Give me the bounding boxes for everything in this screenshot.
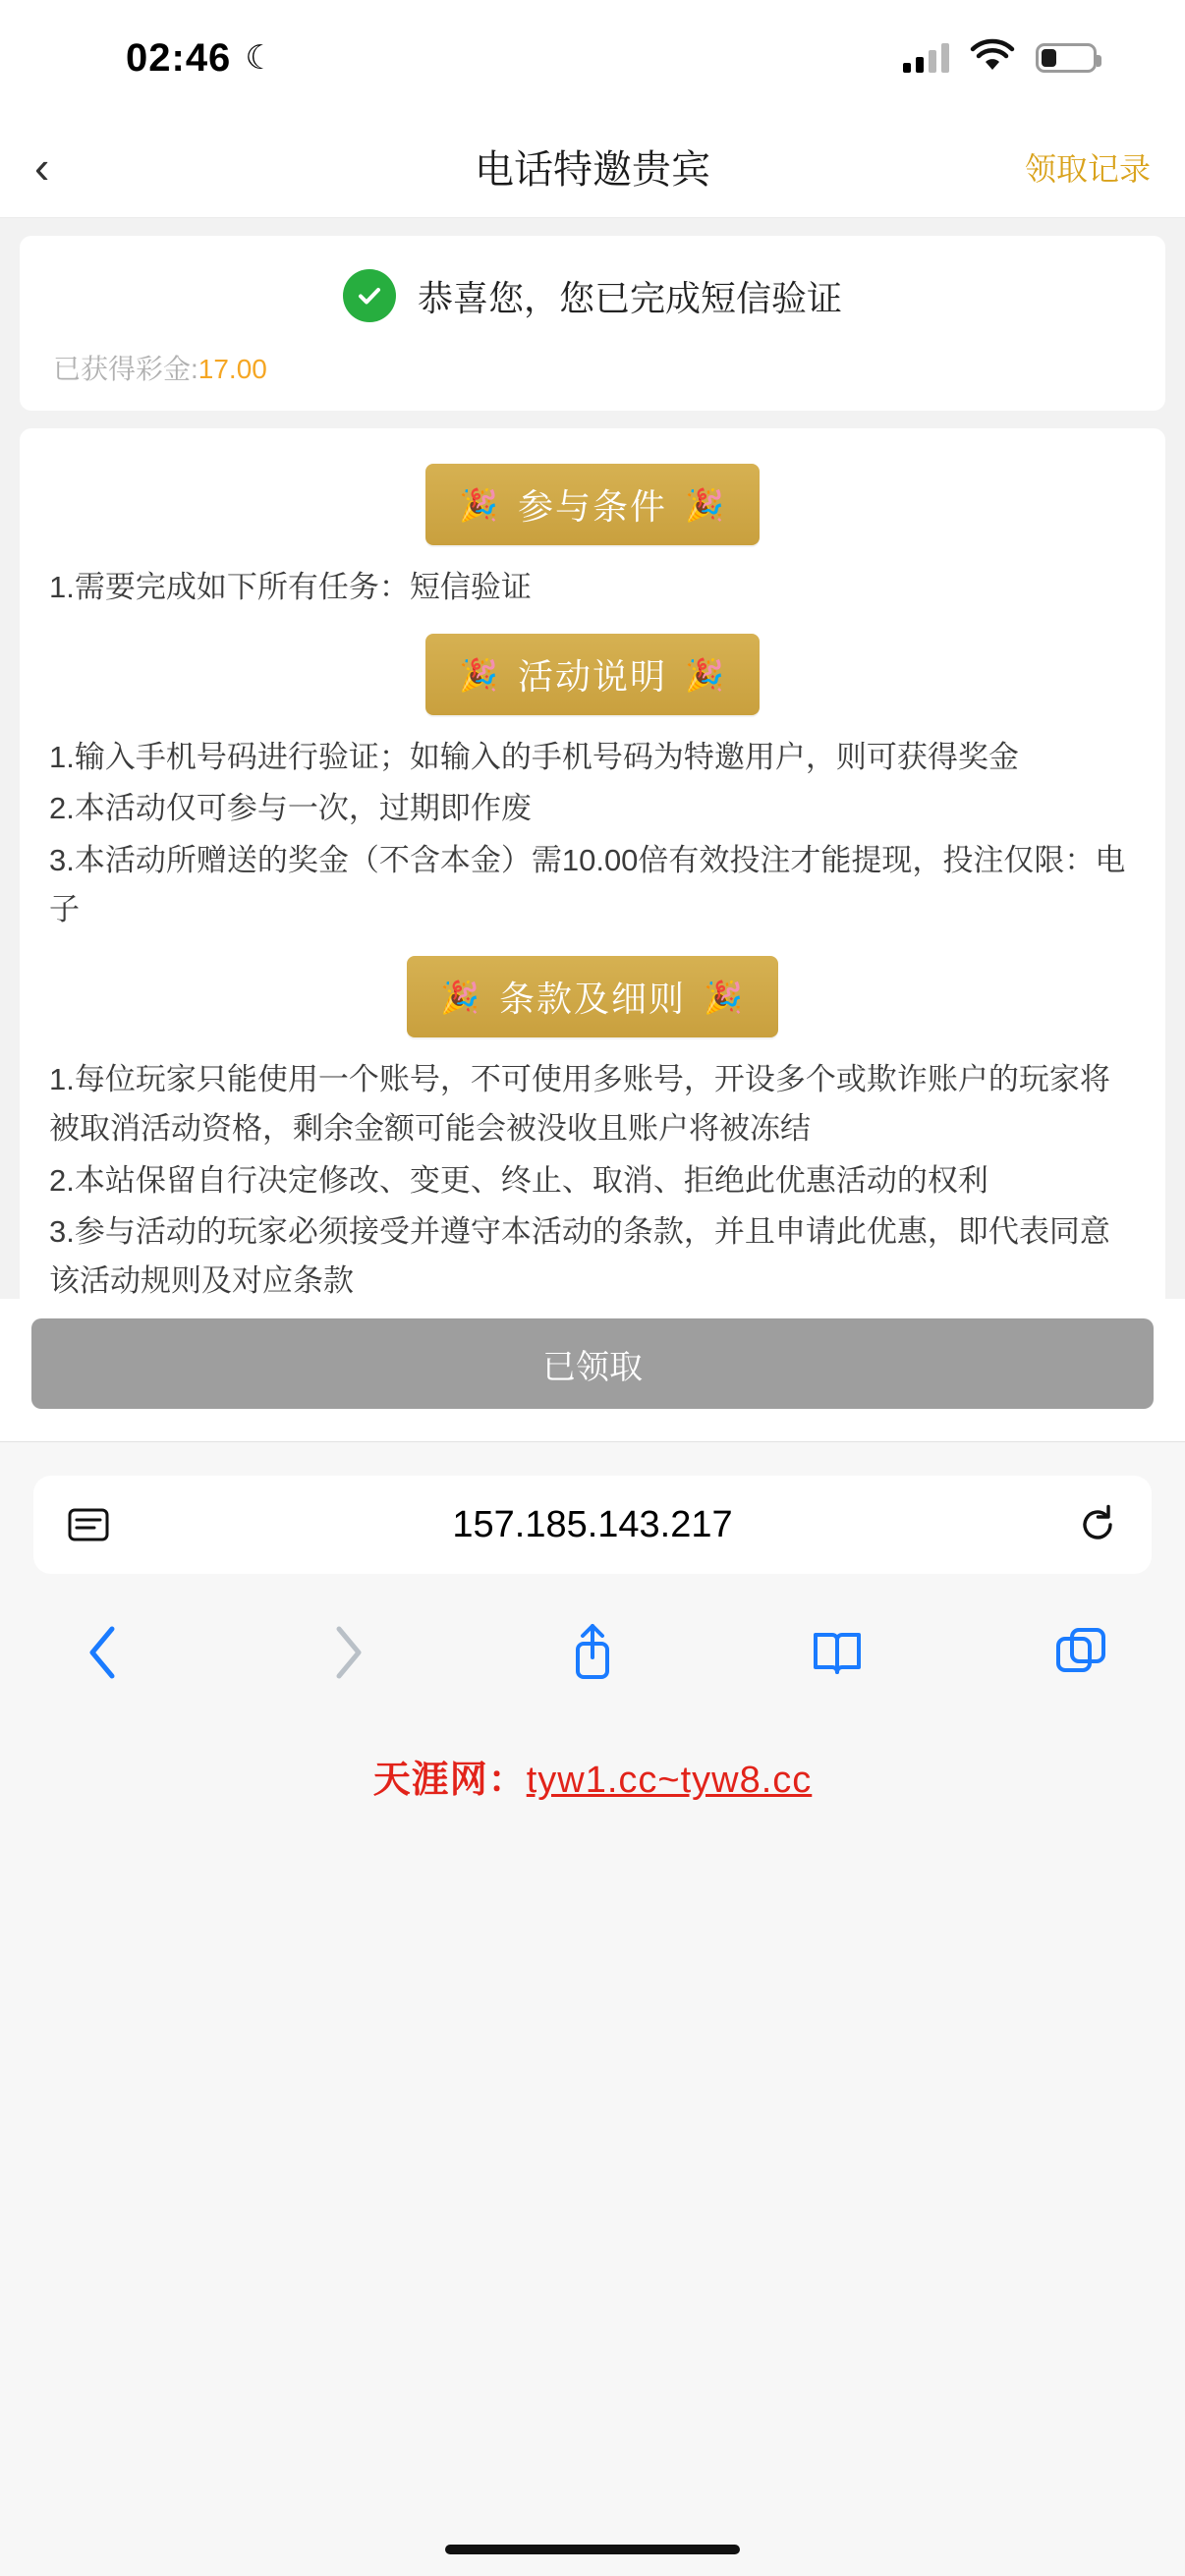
browser-toolbar [0,1574,1185,1692]
section-paragraph: 1.输入手机号码进行验证；如输入的手机号码为特邀用户，则可获得奖金 [49,740,1019,775]
section-banner-wrap [49,956,1136,1037]
party-popper-icon: 🎉 [685,486,726,523]
bookmarks-icon[interactable] [793,1613,881,1692]
party-popper-icon: 🎉 [685,656,726,693]
cellular-signal-icon [903,43,949,73]
tabs-icon[interactable] [1038,1613,1126,1692]
activity-details-card [20,428,1165,1388]
section-banner-wrap [49,464,1136,545]
url-row [0,1442,1185,1574]
success-row [53,269,1132,322]
bonus-label: 已获得彩金: [53,354,198,384]
promo-name: 天涯网： [372,1760,527,1801]
browser-chrome [0,1441,1185,2576]
party-popper-icon: 🎉 [440,979,481,1015]
section-paragraph: 1.每位玩家只能使用一个账号，不可使用多账号，开设多个或欺诈账户的玩家将被取消活动资格，剩余金额可能会被没收且账户将被冻结 [49,1062,1110,1147]
section-paragraph: 3.本活动所赠送的奖金（不含本金）需10.00倍有效投注才能提现，投注仅限：电子 [49,842,1126,926]
party-popper-icon: 🎉 [459,656,500,693]
crescent-moon-icon: ☾ [245,39,275,77]
section-paragraph: 2.本站保留自行决定修改、变更、终止、取消、拒绝此优惠活动的权利 [49,1162,988,1198]
section-paragraph: 1.需要完成如下所有任务：短信验证 [49,570,532,604]
share-icon[interactable] [548,1613,637,1692]
status-bar [0,0,1185,116]
battery-icon [1036,43,1097,73]
status-bar-left [0,36,275,81]
promo-link: tyw1.cc~tyw8.cc [526,1760,813,1801]
home-indicator [445,2545,740,2554]
wifi-icon [971,42,1014,74]
status-bar-right [903,42,1116,74]
section-title: 条款及细则 [498,979,686,1020]
claim-records-link[interactable]: 领取记录 [1024,150,1151,187]
promo-watermark [0,1749,1185,1803]
section-paragraph: 3.参与活动的玩家必须接受并遵守本活动的条款，并且申请此优惠，即代表同意该活动规则及对应条款 [49,1213,1110,1298]
section-title: 活动说明 [517,656,667,698]
section-banner-wrap [49,634,1136,715]
section-paragraph: 2.本活动仅可参与一次，过期即作废 [49,791,532,826]
section-title: 参与条件 [517,486,667,527]
back-button[interactable]: ‹ [34,140,50,193]
address-bar[interactable] [33,1476,1152,1574]
section-banner-conditions [425,464,760,545]
verification-success-card [20,236,1165,411]
browser-forward-button[interactable] [304,1613,392,1692]
page-title: 电话特邀贵宾 [475,148,710,192]
section-banner-terms [407,956,778,1037]
claim-button-bar [0,1299,1185,1434]
status-time: 02:46 [126,35,232,80]
party-popper-icon: 🎉 [704,979,745,1015]
success-message: 恭喜您，您已完成短信验证 [417,277,842,318]
check-circle-icon [343,269,396,322]
navigation-bar [0,116,1185,218]
page-content [0,218,1185,1299]
bonus-amount: 17.00 [198,354,267,384]
section-banner-description [425,634,760,715]
bonus-line [53,348,1132,387]
claim-button[interactable]: 已领取 [31,1318,1154,1409]
browser-back-button[interactable] [59,1613,147,1692]
url-text: 157.185.143.217 [452,1503,733,1545]
reload-icon[interactable] [1077,1504,1118,1545]
party-popper-icon: 🎉 [459,486,500,523]
